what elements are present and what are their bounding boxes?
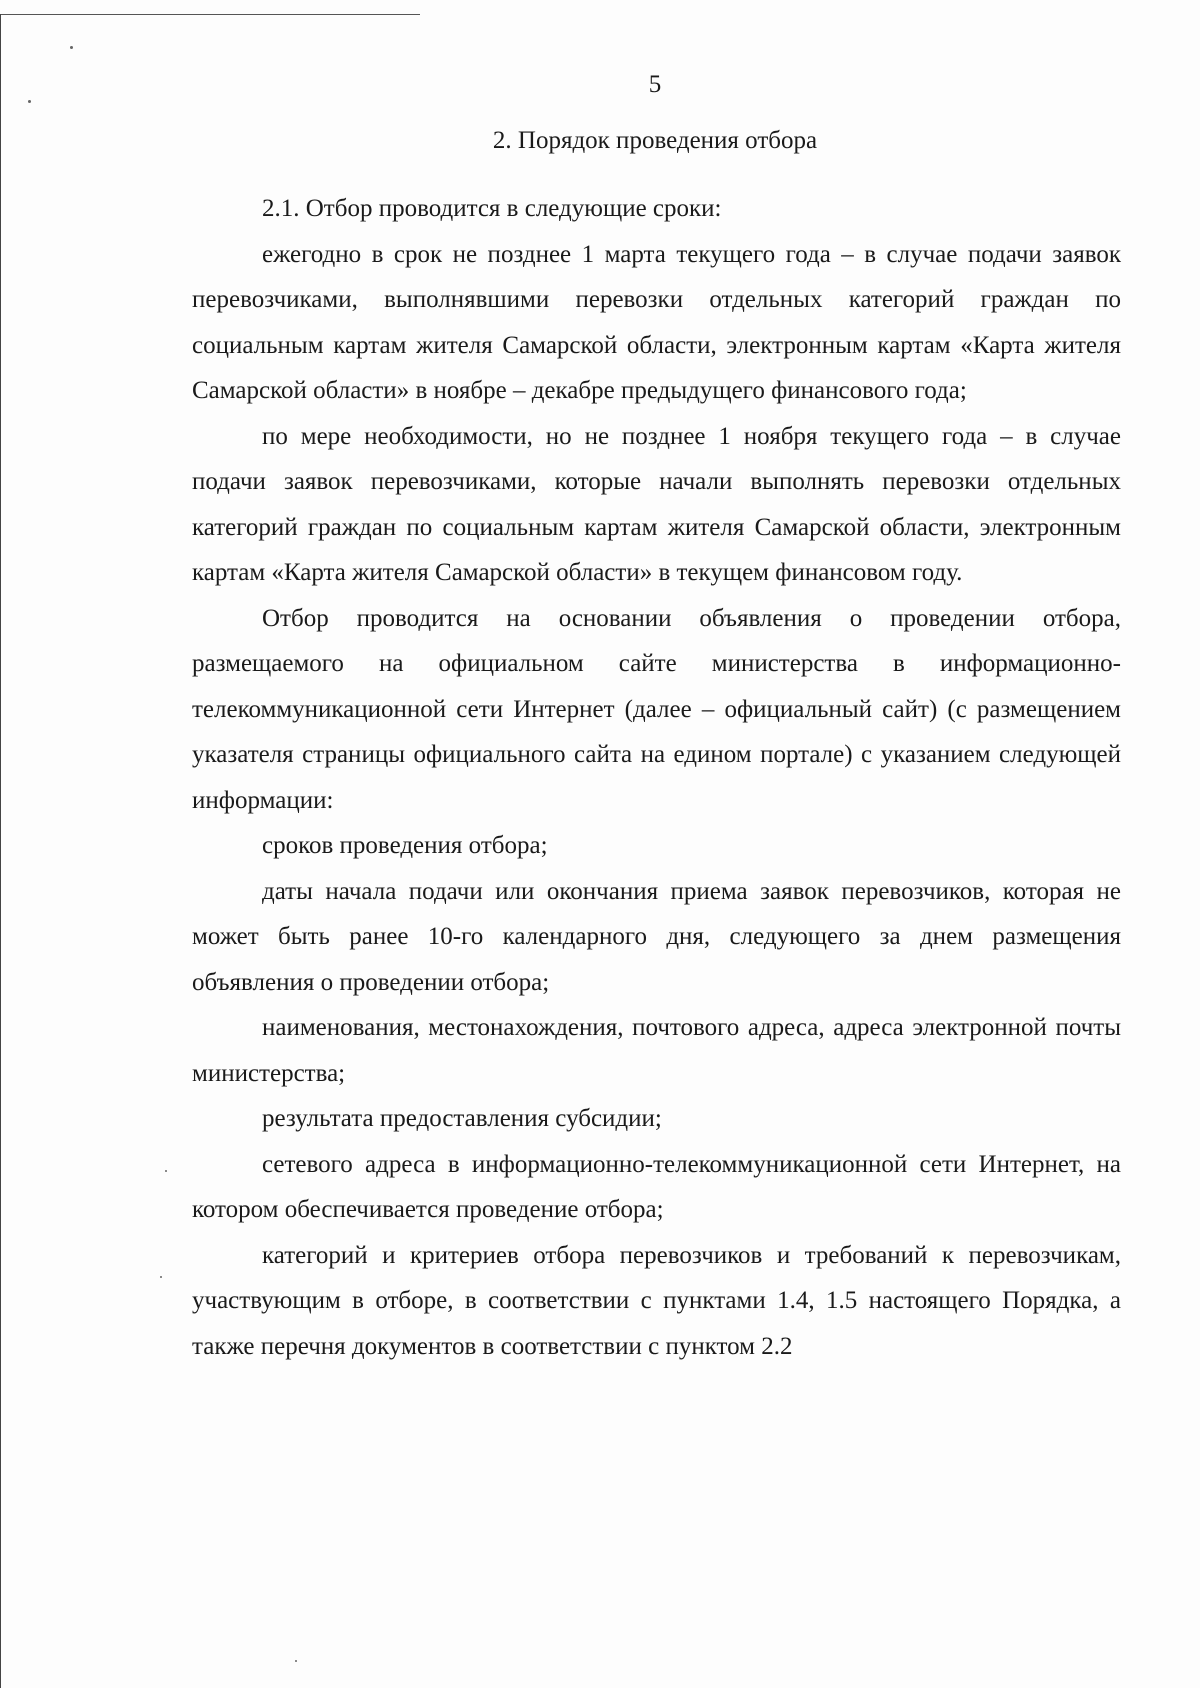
scan-speck — [165, 1170, 167, 1172]
list-item-criteria: категорий и критериев отбора перевозчиков и требований к перевозчикам, участвующим в отборе, в соответствии с пунктами 1.4, 1.5 настоящего Порядка, а также перечня документов в соответствии с пунктом 2.2 — [192, 1241, 1121, 1360]
scan-edge-left — [0, 14, 1, 1688]
body-text — [192, 186, 1121, 1369]
scan-speck — [160, 1276, 162, 1278]
section-title: 2. Порядок проведения отбора — [492, 127, 818, 154]
paragraph-announcement: Отбор проводится на основании объявления о проведении отбора, размещаемого на официальном сайте министерства в информационно-телекоммуникационной сети Интернет (далее – официальный сайт) (с размещением указателя страницы официального сайта на едином портале) с указанием следующей информации: — [192, 604, 1121, 814]
list-item-ministry-contacts: наименования, местонахождения, почтового адреса, адреса электронной почты министерства; — [192, 1014, 1121, 1087]
scan-speck — [70, 46, 73, 49]
scan-edge-top — [0, 14, 420, 15]
paragraph-deadline-as-needed: по мере необходимости, но не позднее 1 ноября текущего года – в случае подачи заявок перевозчиками, которые начали выполнять перевозки отдельных категорий граждан по социальным картам жителя Самарской области, электронным картам «Карта жителя Самарской области» в текущем финансовом году. — [192, 422, 1121, 586]
scan-speck — [28, 100, 31, 103]
list-item-network-address: сетевого адреса в информационно-телекоммуникационной сети Интернет, на котором обеспечивается проведение отбора; — [192, 1150, 1121, 1223]
page-number: 5 — [648, 71, 662, 98]
scan-speck — [295, 1660, 297, 1662]
list-item-dates: даты начала подачи или окончания приема заявок перевозчиков, которая не может быть ранее 10-го календарного дня, следующего за днем размещения объявления о проведении отбора; — [192, 877, 1121, 996]
paragraph-deadline-annual: ежегодно в срок не позднее 1 марта текущего года – в случае подачи заявок перевозчиками, выполнявшими перевозки отдельных категорий граждан по социальным картам жителя Самарской области, электронным картам «Карта жителя Самарской области» в ноябре – декабре предыдущего финансового года; — [192, 240, 1121, 404]
list-item-terms: сроков проведения отбора; — [262, 832, 548, 859]
list-item-subsidy-result: результата предоставления субсидии; — [262, 1105, 662, 1132]
paragraph-2-1: 2.1. Отбор проводится в следующие сроки: — [262, 195, 722, 222]
